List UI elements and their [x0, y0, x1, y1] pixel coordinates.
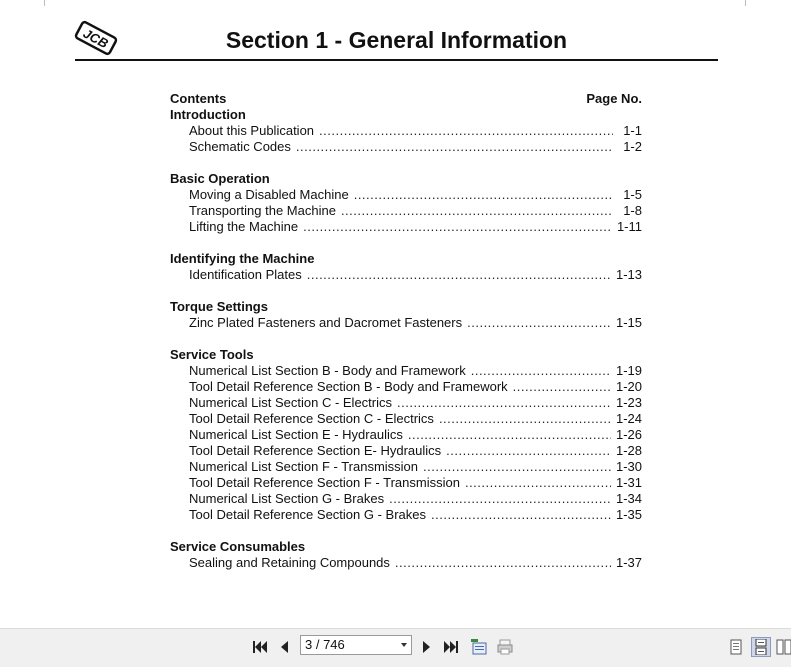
- toc-entry[interactable]: [170, 123, 642, 139]
- toc-section: [170, 171, 642, 235]
- single-page-view-icon[interactable]: [726, 637, 746, 657]
- section-title: Torque Settings: [170, 299, 268, 314]
- table-of-contents: [170, 91, 642, 571]
- toc-entry-page: 1-24: [615, 411, 642, 426]
- toc-entry-label: Tool Detail Reference Section G - Brakes: [189, 507, 426, 522]
- toc-entry[interactable]: [170, 395, 642, 411]
- toc-entry[interactable]: [170, 139, 642, 155]
- toc-entry-page: 1-15: [615, 315, 642, 330]
- toc-entry-label: Numerical List Section F - Transmission: [189, 459, 419, 474]
- toc-section: [170, 299, 642, 331]
- two-page-view-icon[interactable]: [774, 637, 791, 657]
- toc-section: [170, 251, 642, 283]
- toc-sections: [170, 107, 642, 571]
- last-page-icon[interactable]: [442, 638, 460, 656]
- toc-entry[interactable]: [170, 555, 642, 571]
- toc-header: [170, 91, 642, 107]
- toc-entry-label: Numerical List Section B - Body and Framework: [189, 363, 466, 378]
- toc-entry-page: 1-28: [615, 443, 642, 458]
- page-edge-left: [44, 0, 45, 6]
- toc-entry[interactable]: [170, 219, 642, 235]
- export-icon[interactable]: [469, 638, 489, 656]
- toc-entry-page: 1-35: [615, 507, 642, 522]
- toc-entry-page: 1-13: [615, 267, 642, 282]
- dot-leader: [303, 219, 612, 235]
- toc-section: [170, 107, 642, 155]
- toc-entry-label: Moving a Disabled Machine: [189, 187, 349, 202]
- page-edge-right: [745, 0, 746, 6]
- section-title: Service Consumables: [170, 539, 306, 554]
- page-number-select[interactable]: [300, 635, 412, 655]
- toc-entry[interactable]: [170, 443, 642, 459]
- viewer-toolbar: [0, 628, 791, 667]
- dot-leader: [431, 507, 611, 523]
- dot-leader: [446, 443, 611, 459]
- section-title: Introduction: [170, 107, 246, 122]
- dot-leader: [408, 427, 611, 443]
- toc-section: [170, 347, 642, 523]
- toc-entry[interactable]: [170, 187, 642, 203]
- dot-leader: [296, 139, 613, 155]
- dot-leader: [467, 315, 611, 331]
- toc-entry-page: 1-20: [615, 379, 642, 394]
- dot-leader: [465, 475, 611, 491]
- toc-entry-page: 1-23: [615, 395, 642, 410]
- toc-entry[interactable]: [170, 491, 642, 507]
- toc-entry-page: 1-30: [615, 459, 642, 474]
- toc-entry-label: Numerical List Section C - Electrics: [189, 395, 392, 410]
- toc-entry[interactable]: [170, 315, 642, 331]
- previous-page-icon[interactable]: [275, 638, 293, 656]
- toc-entry-label: Tool Detail Reference Section C - Electrics: [189, 411, 434, 426]
- dot-leader: [319, 123, 613, 139]
- toc-entry-page: 1-2: [623, 139, 642, 154]
- dot-leader: [307, 267, 611, 283]
- toc-entry-page: 1-11: [616, 219, 642, 234]
- toc-entry-label: Lifting the Machine: [189, 219, 299, 234]
- section-title: Service Tools: [170, 347, 254, 362]
- dot-leader: [389, 491, 611, 507]
- page-no-label: Page No.: [586, 91, 642, 106]
- toc-entry[interactable]: [170, 267, 642, 283]
- continuous-view-icon[interactable]: [751, 637, 771, 657]
- dot-leader: [471, 363, 611, 379]
- toc-entry-page: 1-37: [615, 555, 642, 570]
- dot-leader: [439, 411, 611, 427]
- toc-entry-label: Identification Plates: [189, 267, 302, 282]
- contents-label: Contents: [170, 91, 227, 106]
- toc-entry[interactable]: [170, 459, 642, 475]
- section-title: Basic Operation: [170, 171, 270, 186]
- toc-entry-label: Tool Detail Reference Section F - Transmission: [189, 475, 460, 490]
- print-icon[interactable]: [495, 638, 515, 656]
- toc-entry-page: 1-31: [615, 475, 642, 490]
- page-indicator: 3 / 746: [305, 637, 345, 652]
- toc-entry[interactable]: [170, 411, 642, 427]
- toc-entry[interactable]: [170, 427, 642, 443]
- section-title: Identifying the Machine: [170, 251, 315, 266]
- toc-entry-label: Transporting the Machine: [189, 203, 336, 218]
- toc-entry-page: 1-8: [623, 203, 642, 218]
- toc-entry[interactable]: [170, 203, 642, 219]
- dot-leader: [397, 395, 611, 411]
- svg-text:JCB: JCB: [80, 25, 111, 52]
- next-page-icon[interactable]: [418, 638, 436, 656]
- dot-leader: [341, 203, 613, 219]
- toc-entry-label: About this Publication: [189, 123, 315, 138]
- page-title: Section 1 - General Information: [225, 27, 568, 53]
- title-rule: [75, 59, 718, 61]
- toc-entry[interactable]: [170, 507, 642, 523]
- toc-entry-label: Tool Detail Reference Section E- Hydraulics: [189, 443, 442, 458]
- toc-section: [170, 539, 642, 571]
- toc-entry-label: Schematic Codes: [189, 139, 291, 154]
- dot-leader: [513, 379, 611, 395]
- toc-entry-page: 1-5: [623, 187, 642, 202]
- toc-entry-label: Tool Detail Reference Section B - Body and Framework: [189, 379, 508, 394]
- first-page-icon[interactable]: [251, 638, 269, 656]
- dot-leader: [354, 187, 613, 203]
- toc-entry[interactable]: [170, 379, 642, 395]
- toc-entry-label: Numerical List Section G - Brakes: [189, 491, 385, 506]
- toc-entry-page: 1-26: [615, 427, 642, 442]
- chevron-down-icon: [401, 643, 407, 647]
- toc-entry-label: Numerical List Section E - Hydraulics: [189, 427, 403, 442]
- toc-entry-page: 1-19: [615, 363, 642, 378]
- toc-entry-page: 1-1: [623, 123, 642, 138]
- toc-entry[interactable]: [170, 363, 642, 379]
- toc-entry-label: Zinc Plated Fasteners and Dacromet Fasteners: [189, 315, 463, 330]
- toc-entry-label: Sealing and Retaining Compounds: [189, 555, 390, 570]
- dot-leader: [395, 555, 611, 571]
- dot-leader: [423, 459, 611, 475]
- toc-entry-page: 1-34: [615, 491, 642, 506]
- toc-entry[interactable]: [170, 475, 642, 491]
